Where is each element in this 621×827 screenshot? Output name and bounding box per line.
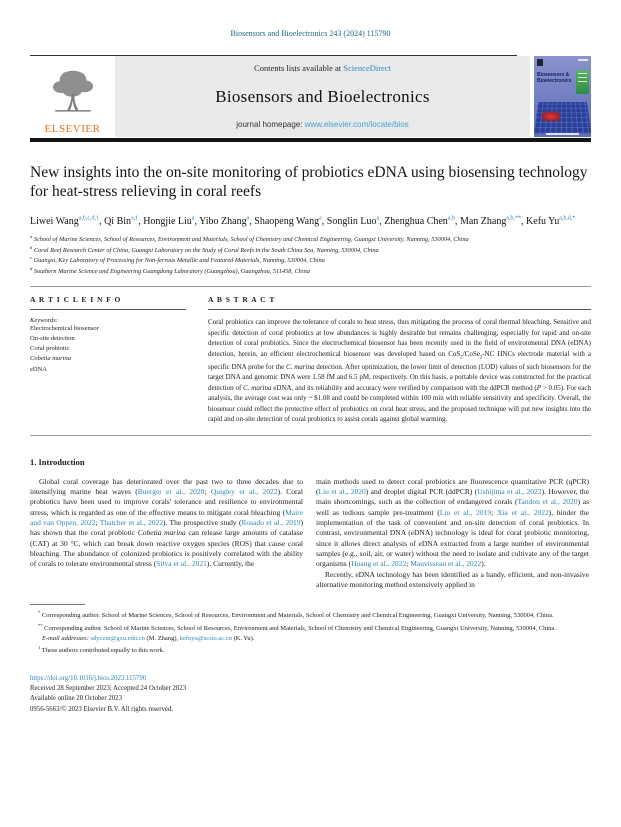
elsevier-wordmark: ELSEVIER (44, 123, 101, 135)
author: Hongjie Liu$^a$, (143, 215, 200, 228)
citation-link[interactable]: Mauvisseau et al., 2022 (410, 559, 482, 569)
journal-masthead (30, 55, 591, 142)
author: Songlin Luo$^a$, (326, 215, 385, 228)
author: Qi Bin$^{a,1}$, (104, 215, 144, 228)
citation-link[interactable]: Huang et al., 2022 (351, 559, 407, 569)
citation-link[interactable]: Xia et al., 2022 (497, 507, 549, 517)
journal-homepage-link[interactable]: www.elsevier.com/locate/bios (304, 120, 409, 129)
intro-paragraph: Recently, eDNA technology has been identified as a handy, efficient, and non-invasive alternative monitoring method extensively applied in (316, 569, 589, 589)
footnote-corresponding-2: ** Corresponding author. School of Marine Sciences, School of Resources, Environment and Materials, School of Chemistry and Chemical Engineering, Guangxi University, Nanning, 530004, China. (38, 622, 556, 632)
article-info-heading: A R T I C L E I N F O (30, 295, 186, 310)
citation-link[interactable]: Tandon et al., 2020 (517, 497, 578, 507)
keyword: eDNA (30, 365, 47, 373)
available-online-line: Available online 28 October 2023 (30, 695, 122, 703)
contents-prefix: Contents lists available at (254, 63, 344, 73)
keywords-label: Keywords: (30, 317, 58, 325)
abstract-text: Coral probiotics can improve the tolerance of corals to heat stress, thus mitigating the process of coral thermal bleaching. Sensitive and specific detection of coral probiotics at low abundances is highly desirable but remains challenging, especially for rapid and on-site detection of coral probiotics. Since the electrochemical biosensor has been recently used in the field of environmental DNA (eDNA) detection, herein, an efficient electrochemical biosensor was developed based on CoS$_2$/CoSe$_2$-NC HNCs electrode material with a specific DNA probe for the C. marina detection. After optimization, the lower limit of detection (LOD) values of such biosensors for the target DNA and genomic DNA were 1.58 fM and 6.5 pM, respectively. On this basis, a portable device was constructed for the practical detection of C. marina eDNA, and its reliability and accuracy were verified by comparison with the ddPCR method (P > 0.05). For each analysis, the average cost was only ~ $1.08 and could be completed within 100 min with reliable sensitivity and specificity. Overall, the biosensor could reflect the protective effect of probiotics on coral heat stress, and the proposed technique will put new insights into the rapid and on-site detection of coral probiotics to assist corals against global warming. (208, 318, 591, 424)
citation-link[interactable]: Liu et al., 2020 (318, 486, 366, 496)
cover-emblem-icon (537, 59, 543, 66)
citation-link[interactable]: Ushijima et al., 2023 (477, 486, 542, 496)
citation-link[interactable]: Thatcher et al., 2022 (99, 517, 163, 527)
keyword: On-site detection (30, 335, 75, 343)
intro-paragraph: Global coral coverage has deteriorated over the past two to three decades due to intensifying marine heat waves (Buerger et al., 2020; Quigley et al., 2022). Coral probiotics have been used to improve corals' tolerance and resilience to environmental stress, which is regarded as one of the effective means to mitigate coral bleaching (Maire and van Oppen, 2022; Thatcher et al., 2022). The prospective study (Rosado et al., 2019) has shown that the coral probiotic Cobetia marina can release large amounts of catalase (CAT) at 30 °C, which can break down reactive oxygen species (ROS) that cause coral bleaching. The abundance of colonized probiotics is positively correlated with the ability of corals to tolerate environmental stress (Silva et al., 2021). Currently, the (30, 476, 304, 569)
introduction-body (30, 477, 591, 591)
keyword: Coral probiotic (30, 345, 70, 353)
cover-issn-mark (578, 59, 588, 61)
cover-footer-mark (546, 133, 579, 135)
section-divider (30, 435, 591, 436)
intro-right-column (316, 477, 589, 591)
citation-link[interactable]: Rosado et al., 2019 (241, 517, 301, 527)
cover-title: Biosensors & Bioelectronics (537, 72, 572, 84)
author: Liwei Wang$^{a,b,c,d,1}$, (30, 215, 105, 228)
author: Yibo Zhang$^a$, (199, 215, 255, 228)
contents-line (254, 63, 391, 73)
affiliation: $^b$ Coral Reef Research Center of China, Guangxi Laboratory on the Study of Coral Reefs in the South China Sea, Nanning, 530004, China (30, 244, 379, 254)
running-head-citation: Biosensors and Bioelectronics 243 (2024) 115790 (230, 29, 391, 38)
affiliation: $^c$ Guangxi, Key Laboratory of Processing for Non-ferrous Metallic and Featured Materials, Nanning, 530004, China (30, 255, 325, 265)
affiliation: $^a$ School of Marine Sciences, School of Resources, Environment and Materials, School of Chemistry and Chemical Engineering, Guangxi University, Nanning, 530004, China (30, 234, 469, 244)
sciencedirect-link[interactable]: ScienceDirect (343, 63, 391, 73)
info-abstract-section (30, 287, 591, 424)
affiliation-list (30, 234, 591, 276)
doi-link[interactable]: https://doi.org/10.1016/j.bios.2023.115790 (30, 675, 147, 683)
masthead-center-panel (115, 56, 530, 137)
journal-cover-thumbnail (534, 56, 591, 137)
citation-link[interactable]: Quigley et al., 2022 (210, 486, 278, 496)
article-info-column (30, 295, 200, 424)
citation-link[interactable]: Liu et al., 2019 (439, 507, 492, 517)
author: Man Zhang$^{a,b,**}$, (459, 215, 527, 228)
citation-link[interactable]: Silva et al., 2021 (156, 559, 207, 569)
intro-left-column (30, 477, 303, 591)
cover-green-band (576, 70, 589, 94)
footnote-equal-contribution: $^1$ These authors contributed equally to this work. (38, 644, 165, 654)
author: Zhenghua Chen$^{a,b}$, (384, 215, 460, 228)
elsevier-logo (30, 56, 115, 137)
footnote-corresponding-1: * Corresponding author. School of Marine Sciences, School of Resources, Environment and Materials, School of Chemistry and Chemical Engineering, Guangxi University, Nanning, 530004, China. (38, 610, 554, 620)
keyword: Electrochemical biosensor (30, 325, 99, 333)
author: Kefu $Yu^{a,b,d,*}$ (526, 215, 576, 228)
keyword: Cobetia marina (30, 355, 71, 363)
intro-paragraph: main methods used to detect coral probiotics are fluorescence quantitative PCR (qPCR) (Liu et al., 2020) and droplet digital PCR (ddPCR) (Ushijima et al., 2023). However, the main shortcomings, such as the collection of endangered corals (Tandon et al., 2020) as well as tedious sample pre-treatment (Liu et al., 2019; Xia et al., 2022), hinder the implementation of the task of convenient and on-site detection of coral probiotics. In contrast, environmental DNA (eDNA) technology is ideal for coral probiotic monitoring, since it allows direct analysis of eDNA extracted from a large number of environmental samples (e.g., soil, air, or water) without the need to isolate and cultivate any of the target organisms (Huang et al., 2022; Mauvisseau et al., 2022). (316, 476, 590, 569)
cover-red-highlight (542, 112, 560, 121)
homepage-line (236, 120, 409, 129)
footnote-separator (30, 604, 85, 605)
citation-link[interactable]: kefuyu@scsio.ac.cn (179, 634, 232, 642)
citation-link[interactable]: Buerger et al., 2020 (137, 486, 205, 496)
keywords-list (30, 324, 186, 374)
footnote-emails: E-mail addresses: sdyczm@gxu.edu.cn (M. Zhang), kefuyu@scsio.ac.cn (K. Yu). (42, 634, 255, 642)
homepage-prefix: journal homepage: (236, 120, 305, 129)
introduction-heading: 1. Introduction (30, 456, 85, 467)
citation-link[interactable]: Maire and van Oppen, 2022 (30, 507, 303, 527)
journal-title: Biosensors and Bioelectronics (215, 86, 430, 106)
copyright-line: 0956-5663/© 2023 Elsevier B.V. All rights reserved. (30, 705, 174, 713)
received-accepted-line: Received 28 September 2023; Accepted 24 October 2023 (30, 685, 187, 693)
author: Shaopeng Wang$^a$, (254, 215, 327, 228)
article-title: New insights into the on-site monitoring of probiotics eDNA using biosensing technology for heat-stress relieving in coral reefs (30, 164, 588, 200)
affiliation: $^d$ Southern Marine Science and Engineering Guangdong Laboratory (Guangzhou), Guangzhou, 511458, China (30, 265, 310, 275)
abstract-heading: A B S T R A C T (208, 295, 591, 310)
abstract-column (200, 295, 591, 424)
citation-link[interactable]: sdyczm@gxu.edu.cn (90, 634, 145, 642)
author-list (30, 216, 591, 227)
elsevier-tree-icon (47, 68, 99, 123)
article-meta-footer (30, 674, 591, 715)
footnotes (30, 609, 591, 656)
masthead-bottom-bar (30, 138, 591, 142)
